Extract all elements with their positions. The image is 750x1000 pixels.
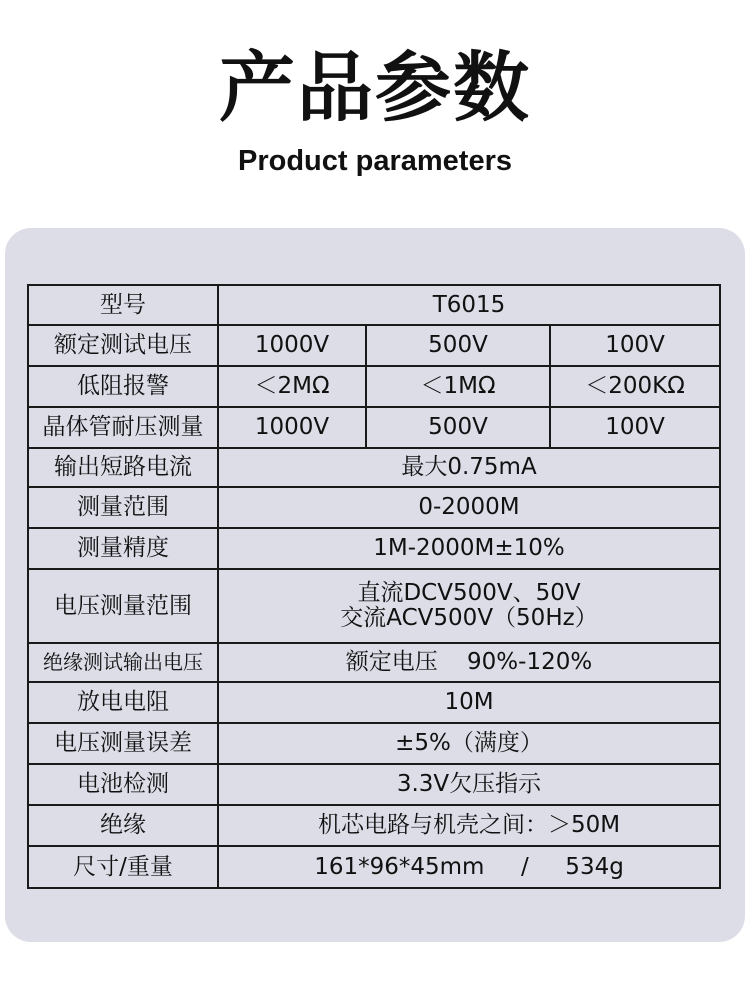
battery-check-label: 电池检测 <box>28 764 218 805</box>
discharge-resistance-label: 放电电阻 <box>28 682 218 723</box>
rated-voltage-label: 额定测试电压 <box>28 325 218 366</box>
voltage-error-label: 电压测量误差 <box>28 723 218 764</box>
battery-check-value: 3.3V欠压指示 <box>218 764 720 805</box>
size-weight-label: 尺寸/重量 <box>28 846 218 888</box>
spec-table <box>27 284 721 889</box>
table-row <box>28 325 720 366</box>
table-row <box>28 448 720 487</box>
rated-voltage-value: 500V <box>366 325 550 366</box>
measure-range-value: 0-2000M <box>218 487 720 528</box>
model-value: T6015 <box>218 285 720 325</box>
low-resistance-alarm-value: ＜2MΩ <box>218 366 366 407</box>
table-row <box>28 407 720 448</box>
rated-voltage-value: 100V <box>550 325 720 366</box>
measure-accuracy-label: 测量精度 <box>28 528 218 569</box>
short-circuit-current-value: 最大0.75mA <box>218 448 720 487</box>
voltage-error-value: ±5%（满度） <box>218 723 720 764</box>
table-row <box>28 723 720 764</box>
voltage-range-label: 电压测量范围 <box>28 569 218 643</box>
table-row <box>28 569 720 643</box>
page-subtitle: Product parameters <box>238 145 512 177</box>
crystal-tube-voltage-value: 100V <box>550 407 720 448</box>
table-row <box>28 805 720 846</box>
table-row <box>28 764 720 805</box>
measure-accuracy-value: 1M-2000M±10% <box>218 528 720 569</box>
measure-range-label: 测量范围 <box>28 487 218 528</box>
discharge-resistance-value: 10M <box>218 682 720 723</box>
insulation-output-voltage-value: 额定电压 90%-120% <box>218 643 720 682</box>
model-label: 型号 <box>28 285 218 325</box>
table-row <box>28 285 720 325</box>
insulation-output-voltage-label: 绝缘测试输出电压 <box>28 643 218 682</box>
voltage-range-value <box>218 569 720 643</box>
crystal-tube-voltage-value: 500V <box>366 407 550 448</box>
voltage-range-dc: 直流DCV500V、50V <box>357 580 581 606</box>
table-row <box>28 487 720 528</box>
table-row <box>28 643 720 682</box>
table-row <box>28 682 720 723</box>
rated-voltage-value: 1000V <box>218 325 366 366</box>
table-row <box>28 528 720 569</box>
voltage-range-ac: 交流ACV500V（50Hz） <box>340 605 598 631</box>
table-row <box>28 846 720 888</box>
crystal-tube-voltage-value: 1000V <box>218 407 366 448</box>
low-resistance-alarm-label: 低阻报警 <box>28 366 218 407</box>
short-circuit-current-label: 输出短路电流 <box>28 448 218 487</box>
table-row <box>28 366 720 407</box>
page-title: 产品参数 <box>219 43 531 132</box>
low-resistance-alarm-value: ＜200KΩ <box>550 366 720 407</box>
crystal-tube-voltage-label: 晶体管耐压测量 <box>28 407 218 448</box>
insulation-label: 绝缘 <box>28 805 218 846</box>
insulation-value: 机芯电路与机壳之间：＞50M <box>218 805 720 846</box>
size-weight-value: 161*96*45mm / 534g <box>218 846 720 888</box>
low-resistance-alarm-value: ＜1MΩ <box>366 366 550 407</box>
